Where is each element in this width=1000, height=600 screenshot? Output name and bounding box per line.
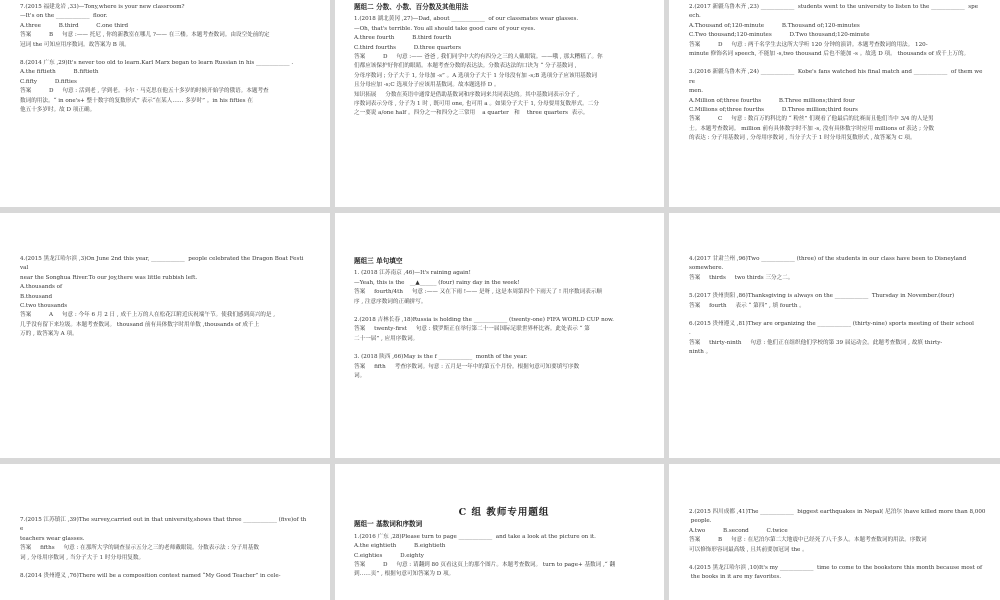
text-line: val [20,265,29,272]
text-line: 答案 D 句意 : 活到老 , 学到老。卡尔 · 马克思在他五十多岁的时候开始学的俄语。本题考查 [20,88,269,95]
text-line: 答案 B 句意 : 在尼泊尔第二大地震中已经死了八千多人。本题考查数词的用法。序数词 [689,537,927,544]
blank-line [354,344,654,353]
text-line: 5.(2017 贵州贵阳 ,86)Thanksgiving is always on the ____________ Thursday in November.(four) [689,293,955,300]
tile-r3-c2 [335,464,664,600]
text-line: 词。 [354,373,366,380]
text-line: 词 , 分母用序数词 , 当分子大于 1 时分母用复数。 [20,554,145,561]
text-line: 们都应该保护好你们的眼睛。本题考查分数的表达法。分数表达法的口诀为 “ 分子基数词 , [354,63,577,70]
text-line: 序数词表示分母 , 分子为 1 时 , 既可用 one, 也可用 a 。如果分子大于 1, 分母要用复数形式。二分 [354,101,599,108]
blank-line [689,555,996,564]
text-line: C.third fourths D.three quarters [354,44,462,51]
text-line: 答案 C 句意 : 数百万的科比的 “ 粉丝” 们观看了他最后的比赛而且他们当中 3/4 的人是男 [689,116,934,123]
text-line: B.thousand [20,293,53,300]
tile-r2-c3 [669,213,1000,458]
text-line: 冠词 the 可知应用序数词。故答案为 B 项。 [20,41,130,48]
tile-r2-c1 [0,213,330,458]
text-line: 到……页” , 根据句意可知答案为 D 项。 [354,571,455,578]
text-line: ech. [689,13,701,20]
text-line: 知识拓展 分数在英语中通常是借助基数词和序数词来共同表达的。其中基数词表示分子 , [354,91,580,98]
text-line: 答案 A 句意 : 今年 6 月 2 日 , 成千上万的人在松花江附近庆祝端午节。使我们感到高兴的是 , [20,312,276,319]
text-line: 可以修饰形容词最高级 , 且其前要加冠词 the 。 [689,546,808,553]
blank-line [354,307,654,316]
text-line: near the Songhua River.To our joy,there was little rubbish left. [20,274,198,281]
blank-line [689,59,996,68]
text-line: 答案 thirty-ninth 句意 : 他们正在组织他们学校的第 39 届运动会。此题考查数词 , 故填 thirty- [689,339,943,346]
text-line: 2.(2017 新疆乌鲁木齐 ,23) ____________ students went to the university to listen to the ____________ spe [689,4,978,10]
text-line: C.eighties D.eighty [354,552,424,559]
blank-line [20,50,324,59]
text-line: 2.(2018 吉林长春 ,18)Russia is holding the ____________ (twenty-one) FIFA WORLD CUP now. [354,317,614,324]
text-line: —Yeah, this is the __▲______ (four) rainy day in the week! [354,279,520,286]
tile-r1-c3 [669,0,1000,207]
text-line: 3.(2016 新疆乌鲁木齐 ,24) ____________ Kobe's fans watched his final match and ____________ of them we [689,69,983,76]
text-line: A.two B.second C.twice [689,527,788,534]
text-line: re [689,78,695,85]
text-line: teachers wear glasses. [20,535,85,542]
text-line: A.the eightieth B.eightieth [354,543,446,550]
text-line: minute 修饰名词 speech, 不能加 -s,two thousand 后也不能加 -s 。故选 D 项。 thousands of 成千上万的。 [689,51,970,58]
text-line: 1.(2018 湖北黄冈 ,27)—Dad, about ____________ of our classmates wear glasses. [354,16,579,23]
text-line: C.two thousands [20,303,68,310]
text-line: A.three fourth B.third fourth [354,35,452,42]
text-line: 序 , 注意序数词的正确拼写。 [354,298,427,305]
text-line: C.Two thousand;120-minutes D.Two thousand;120-minute [689,32,870,39]
text-line: 7.(2015 福建龙岩 ,33)—Tony,where is your new classroom? [20,4,185,10]
text-line: 1. (2018 江苏南京 ,46)—It's raining again! [354,270,471,277]
tile-r3-c3 [669,464,1000,600]
text-line: —It's on the ____________ floor. [20,13,108,20]
group-heading: 题组二 分数、小数、百分数及其他用法 [354,3,469,11]
text-line: 4.(2015 黑龙江哈尔滨 ,3)On June 2nd this year, ____________ people celebrated the Dragon Boat Festi [20,256,304,262]
text-line: 分母序数词 ; 分子大于 1, 分母加 -s” 。A 选项分子大于 1 分母没有加 -s;B 选项分子应该用基数词 [354,72,597,79]
text-line: 6.(2015 贵州遵义 ,81)They are organizing the ____________ (thirty-nine) sports meeting of their school [689,321,974,328]
text-line: 8.(2014 广东 ,29)It's never too old to learn.Karl Marx began to learn Russian in his ____________ . [20,60,294,67]
text-line: 二十一届” , 应用序数词。 [354,335,419,342]
text-line: A.the fiftieth B.fiftieth [20,69,99,76]
text-line: 答案 fifths 句意 : 在那所大学的调查显示五分之三的老师戴眼镜。分数表示法 : 分子用基数 [20,545,259,552]
text-line: 2.(2015 四川成都 ,41)The ____________ biggest earthquakes in Nepal( 尼泊尔 )have killed more than 8,000 [689,509,986,515]
text-line: A.Million of;three fourths B.Three millions;third four [689,97,855,104]
text-line: 4.(2015 黑龙江哈尔滨 ,10)It's my ____________ time to come to the bookstore this month because most of [689,565,983,572]
text-line: 答案 fourth/4th 句意 :—— 又在下雨 !—— 是呀 , 这是本周第四个下雨天了 ! 用序数词表示顺 [354,289,603,296]
text-line: somewhere. [689,265,724,272]
text-line: 且分母应加 -s;C 选项分子应该用基数词。故本题选择 D 。 [354,82,500,89]
group-heading: 题组三 单句填空 [354,257,403,265]
group-heading: 题组一 基数词和序数词 [354,520,423,529]
text-line: ninth 。 [689,349,712,356]
text-line: C.fifty D.fifties [20,78,77,85]
text-line: 4.(2017 甘肃兰州 ,96)Two ____________ (three) of the students in our class have been to Disneyland [689,256,967,262]
text-line: 8.(2014 贵州遵义 ,76)There will be a composition contest named “My Good Teacher” in cele- [20,573,281,580]
section-title: C 组 教师专用题组 [458,507,550,518]
text-line: 答案 thirds two thirds 三分之二。 [689,274,794,281]
text-line: the books in it are my favorites. [689,574,782,581]
text-line: 数词的用法。“ in one's+ 整十数字的复数形式” 表示“在某人…… 多岁时” 。in his fifties 在 [20,97,253,104]
text-line: 答案 D 句意 : 请翻到 80 页看这页上的那个图片。本题考查数词。 turn to page+ 基数词 ,“ 翻 [354,562,616,569]
text-line: 3. (2018 陕西 ,66)May is the f ____________ month of the year. [354,354,528,361]
text-line: people. [689,518,712,525]
tile-r3-c1 [0,464,330,600]
blank-line [20,563,324,572]
text-line: 答案 D 句意 : 两千名学生去这所大学听 120 分钟的演讲。本题考查数词的用法。 120- [689,41,928,48]
text-line: —Oh, that's terrible. You all should take good care of your eyes. [354,25,536,32]
text-line: . [689,330,691,337]
text-line: 之一要说 a/one half 。四分之一和四分之三常用 a quarter 和 three quarters 表示。 [354,110,589,117]
text-line: e [20,526,24,533]
text-line: 万的 , 故答案为 A 项。 [20,331,78,338]
text-line: 的表达 : 分子用基数词 , 分母用序数词 , 当分子大于 1 时分母用复数形式 , 故答案为 C 项。 [689,135,916,142]
text-line: 7.(2015 江苏镇江 ,39)The survey,carried out in that university,shows that three ____________ (five)of th [20,517,307,523]
text-line: A.three B.third C.one third [20,22,129,29]
text-line: men. [689,88,703,95]
tile-r1-c2 [335,0,664,207]
blank-line [689,283,996,292]
text-line: 答案 D 句意 :—— 爸爸 , 我们同学中大约有四分之三的人戴眼镜。——哦 , 那太糟糕了。你 [354,54,603,61]
text-line: 士。本题考查数词。 million 前有具体数字时不加 -s, 没有具体数字时应用 millions of 表达 ; 分数 [689,125,935,132]
text-line: 答案 fifth 考查序数词。句意 : 五月是一年中的第五个月份。根据句意可知要填写序数 [354,363,580,370]
tile-r1-c1 [0,0,330,207]
text-line: 1.(2016 广东 ,28)Please turn to page ____________ and take a look at the picture on it. [354,533,596,540]
text-line: 答案 twenty-first 句意 : 俄罗斯正在举行第二十一届国际足联世界杯比赛。此处表示 “ 第 [354,326,590,333]
blank-line [689,311,996,320]
text-line: C.Millions of;three fourths D.Three million;third fours [689,107,858,114]
text-line: 答案 fourth 表示 “ 第四” , 填 fourth 。 [689,302,805,309]
text-line: A.thousands of [20,284,63,291]
text-line: A.Thousand of;120-minute B.Thousand of;120-minutes [689,22,860,29]
text-line: 他五十多岁时。故 D 项正确。 [20,107,96,114]
text-line: 答案 B 句意 :—— 托尼 , 你的新教室在哪儿 ?—— 在三楼。本题考查数词。由设空处前的定 [20,32,270,39]
tile-r2-c2 [335,213,664,458]
text-line: 几乎没有留下来垃圾。本题考查数词。 thousand 前有具体数字时用单数 ,thousands of 成千上 [20,321,260,328]
